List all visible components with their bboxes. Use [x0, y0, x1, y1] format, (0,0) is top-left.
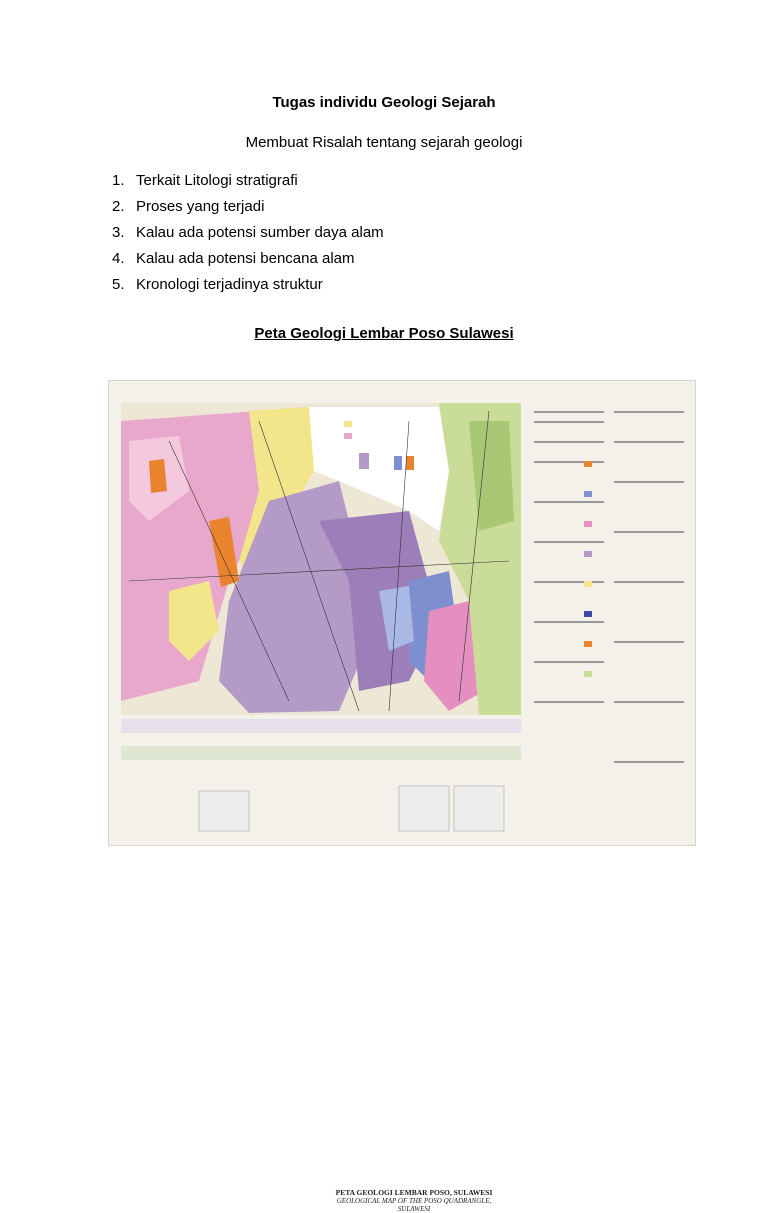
- list-text: Proses yang terjadi: [136, 198, 265, 215]
- legend-swatch: [406, 456, 414, 470]
- cross-section: [121, 719, 521, 733]
- list-number: 2.: [112, 198, 125, 215]
- list-number: 4.: [112, 250, 125, 267]
- task-list: [112, 170, 384, 300]
- list-text: Kalau ada potensi bencana alam: [136, 250, 355, 267]
- legend-swatches: [584, 461, 592, 677]
- inset-map: [454, 786, 504, 831]
- map-title-en: GEOLOGICAL MAP OF THE POSO QUADRANGLE, SULAWESI: [336, 1197, 492, 1213]
- map-unit-orange: [149, 459, 167, 493]
- legend-swatch: [344, 433, 352, 439]
- index-map: [199, 791, 249, 831]
- legend-swatch: [359, 453, 369, 469]
- document-subtitle: Membuat Risalah tentang sejarah geologi: [245, 134, 523, 151]
- map-graphic: [109, 381, 695, 845]
- list-number: 5.: [112, 276, 125, 293]
- list-number: 1.: [112, 172, 125, 189]
- geological-map-image: [108, 380, 696, 1213]
- map-heading: Peta Geologi Lembar Poso Sulawesi: [254, 325, 514, 342]
- list-item: [112, 274, 384, 300]
- list-text: Kronologi terjadinya struktur: [136, 276, 323, 293]
- map-title-id: PETA GEOLOGI LEMBAR POSO, SULAWESI: [335, 1188, 493, 1197]
- cross-section: [121, 746, 521, 760]
- list-text: Terkait Litologi stratigrafi: [136, 172, 298, 189]
- list-item: [112, 170, 384, 196]
- legend-swatch: [394, 456, 402, 470]
- legend-text-block: [534, 411, 684, 763]
- list-item: [112, 196, 384, 222]
- inset-map: [399, 786, 449, 831]
- map-image-title: [334, 1189, 494, 1213]
- legend-swatch: [344, 421, 352, 427]
- list-number: 3.: [112, 224, 125, 241]
- list-item: [112, 222, 384, 248]
- document-title: Tugas individu Geologi Sejarah: [272, 94, 496, 111]
- list-item: [112, 248, 384, 274]
- list-text: Kalau ada potensi sumber daya alam: [136, 224, 384, 241]
